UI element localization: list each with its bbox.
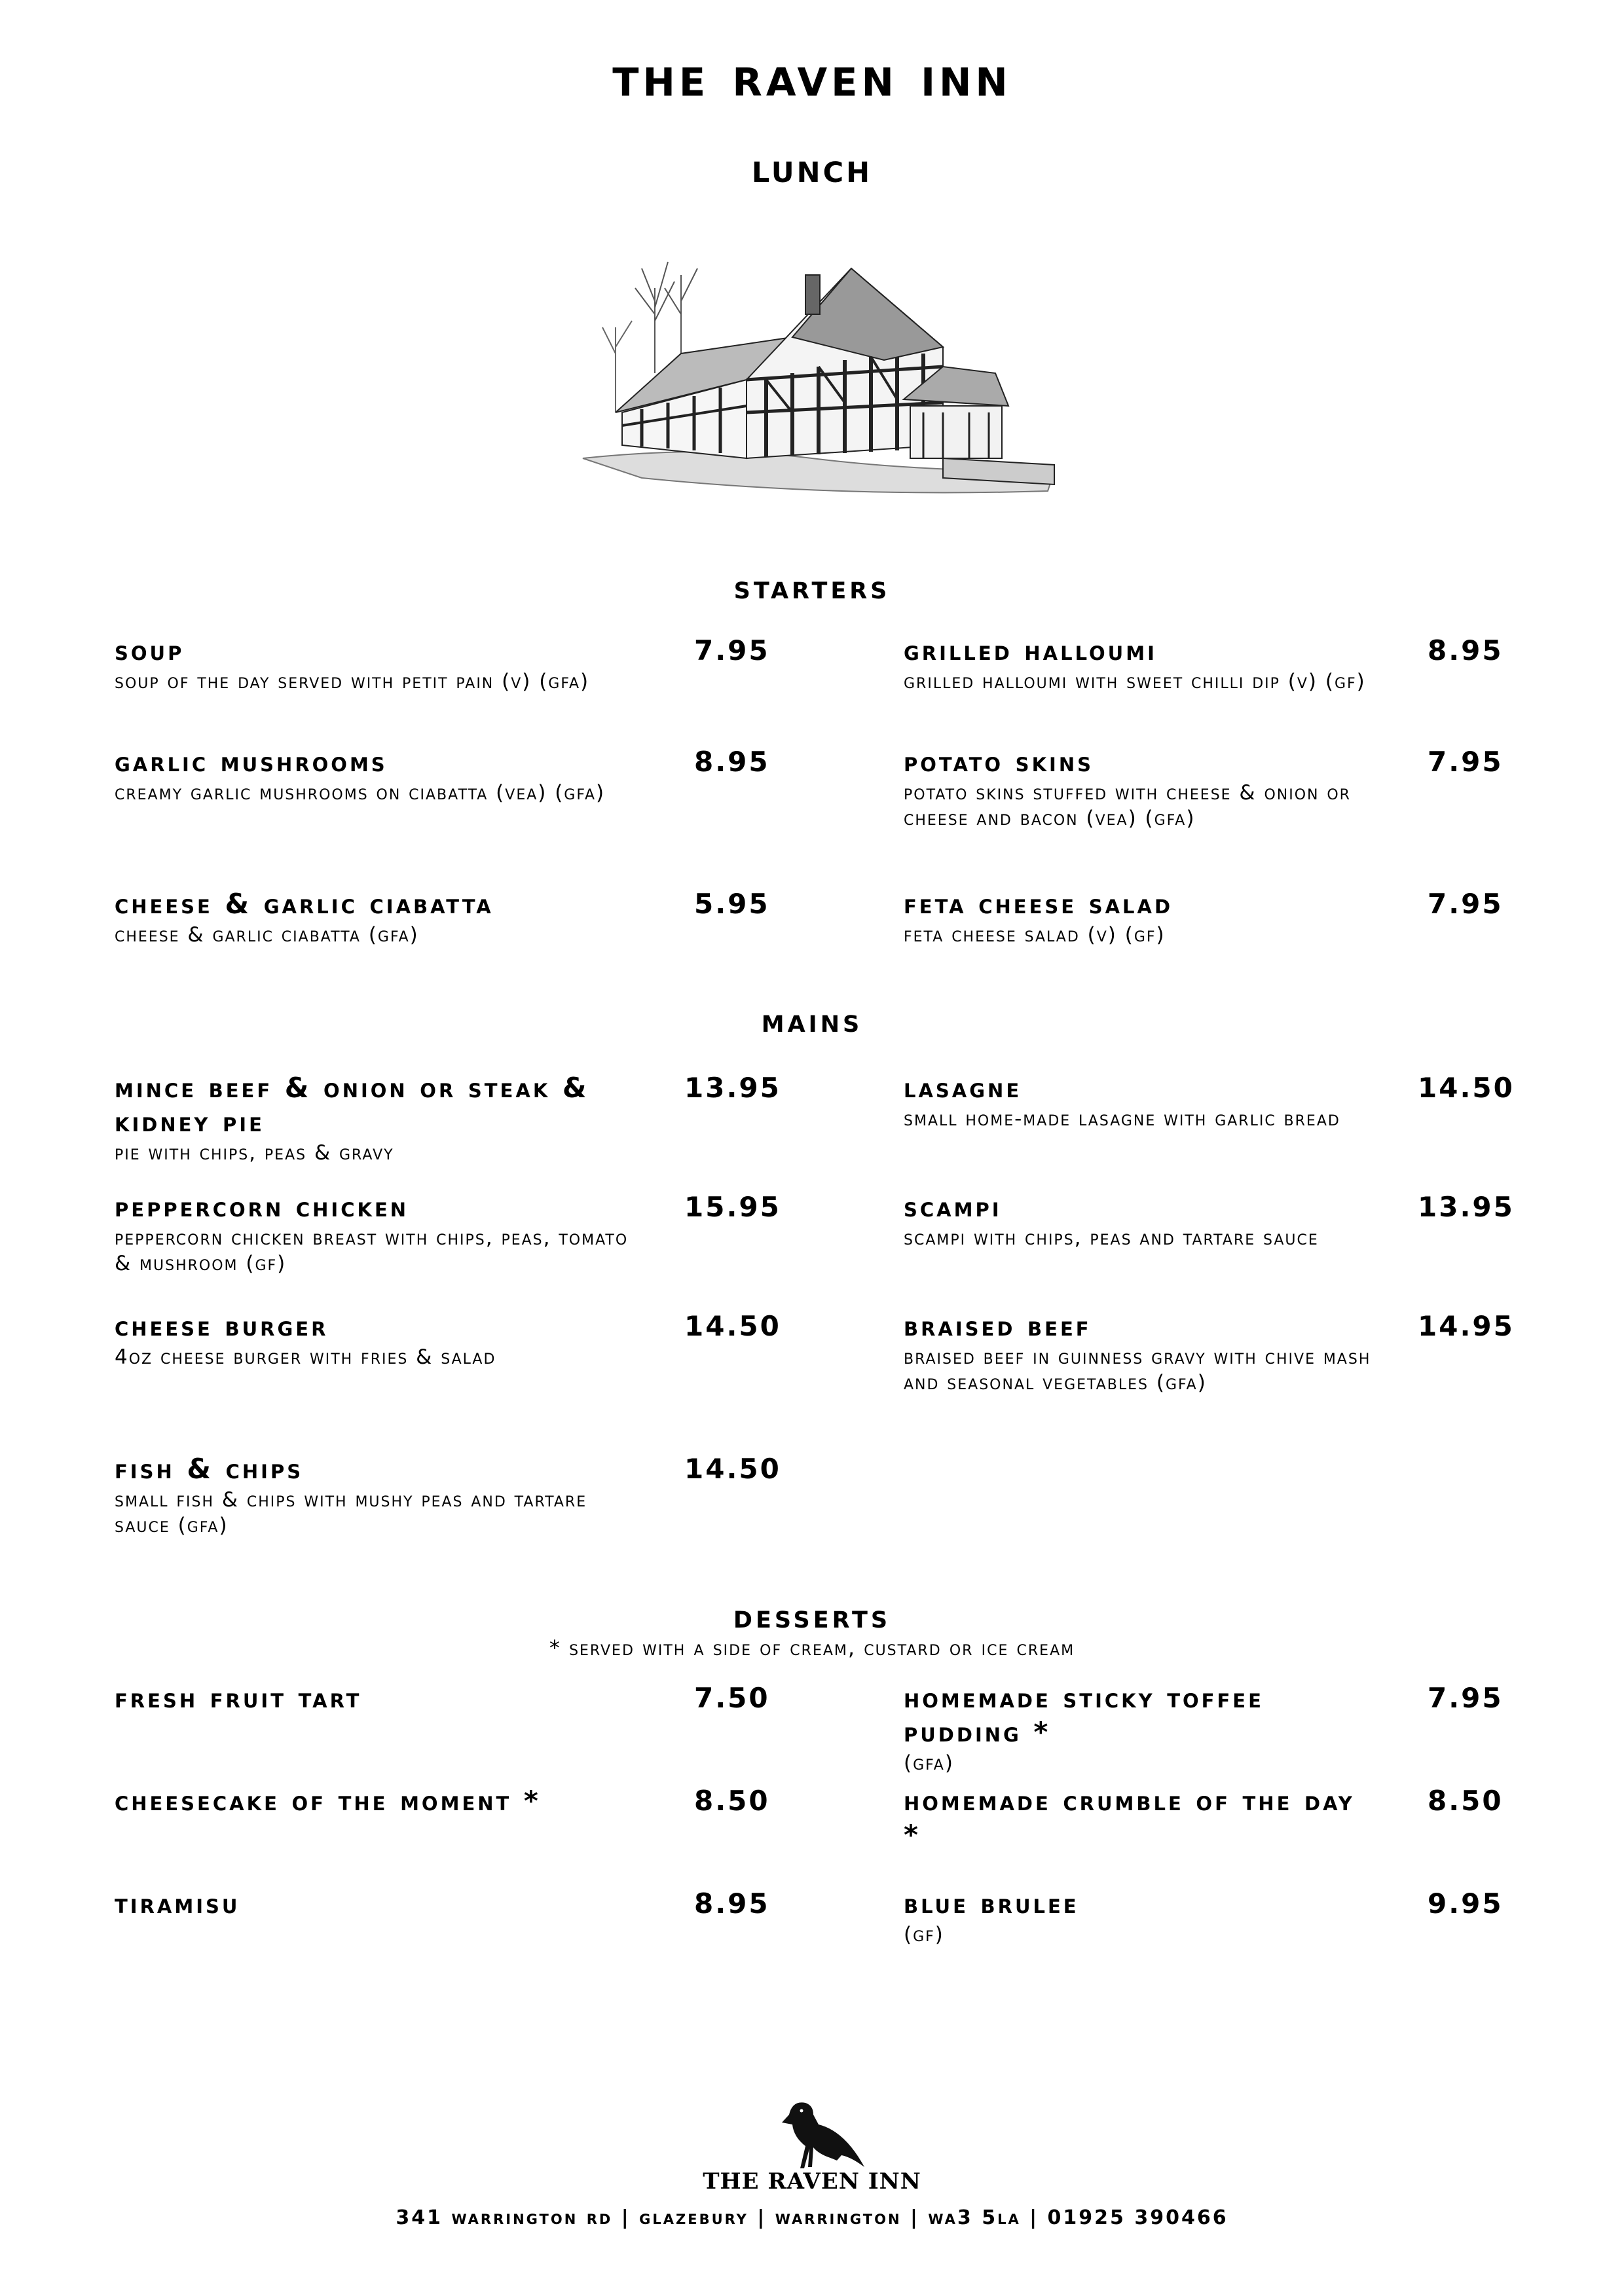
menu-item [904,1071,1349,1132]
item-description: creamy garlic mushrooms on ciabatta (vea) (gfa) [115,781,606,805]
mains-heading: mains [761,1002,863,1040]
item-name: scampi [904,1191,1002,1223]
menu-item [115,1784,652,1818]
item-name: peppercorn chicken [115,1191,409,1223]
item-name: garlic mushrooms [115,746,388,778]
menu-item [904,1190,1375,1251]
item-price: 5.95 [694,888,770,920]
item-description: 4oz cheese burger with fries & salad [115,1345,496,1369]
item-price: 7.95 [1428,1682,1504,1714]
item-description: soup of the day served with petit pain (v) (gfa) [115,670,590,693]
item-name: braised beef [904,1310,1092,1342]
menu-item [115,887,652,948]
item-price: 7.50 [694,1682,770,1714]
item-name: blue brulee [904,1887,1079,1920]
desserts-heading: desserts [733,1597,891,1635]
menu-item [115,1452,638,1539]
menu-item [904,634,1375,695]
item-name: cheesecake of the moment * [115,1785,541,1817]
item-name: fresh fruit tart [115,1682,362,1714]
item-description: peppercorn chicken breast with chips, peas, tomato & mushroom (gf) [115,1226,629,1275]
item-name: tiramisu [115,1887,240,1920]
item-description: scampi with chips, peas and tartare sauce [904,1226,1319,1250]
building-illustration [576,249,1061,511]
item-description: potato skins stuffed with cheese & onion or cheese and bacon (vea) (gfa) [904,781,1351,830]
item-price: 15.95 [684,1191,781,1223]
page-title: the raven inn [612,45,1012,109]
item-description: braised beef in guinness gravy with chive mash and seasonal vegetables (gfa) [904,1345,1371,1394]
item-price: 14.95 [1418,1310,1515,1342]
item-price: 13.95 [684,1072,781,1104]
menu-item [115,1190,638,1277]
item-price: 7.95 [1428,746,1504,778]
raven-logo-icon [753,2095,871,2174]
menu-item [904,1309,1388,1396]
item-description: small home-made lasagne with garlic bread [904,1107,1340,1131]
item-price: 14.50 [684,1310,781,1342]
item-price: 7.95 [1428,888,1504,920]
item-price: 7.95 [694,634,770,666]
item-name: grilled halloumi [904,634,1157,666]
item-description: (gfa) [904,1751,954,1775]
menu-item [904,887,1375,948]
item-description: small fish & chips with mushy peas and tartare sauce (gfa) [115,1488,587,1537]
menu-item [115,1887,652,1921]
menu-item [904,1681,1375,1776]
item-price: 8.95 [694,746,770,778]
menu-item [904,1887,1375,1948]
item-price: 13.95 [1418,1191,1515,1223]
item-price: 8.95 [694,1887,770,1920]
menu-item [115,1071,638,1166]
item-name: cheese & garlic ciabatta [115,888,494,920]
menu-item [115,745,652,806]
item-description: pie with chips, peas & gravy [115,1141,394,1165]
menu-item [115,634,652,695]
item-price: 9.95 [1428,1887,1504,1920]
menu-subtitle: lunch [751,144,873,192]
starters-heading: starters [733,568,891,606]
item-description: feta cheese salad (v) (gf) [904,923,1166,947]
item-name: homemade sticky toffee pudding * [904,1682,1264,1748]
item-name: soup [115,634,185,666]
item-description: (gf) [904,1923,944,1946]
item-description: cheese & garlic ciabatta (gfa) [115,923,419,947]
item-price: 14.50 [1418,1072,1515,1104]
item-name: potato skins [904,746,1094,778]
menu-item [115,1309,638,1370]
menu-item [115,1681,652,1715]
item-name: cheese burger [115,1310,329,1342]
menu-item [904,1784,1375,1852]
item-name: homemade crumble of the day * [904,1785,1355,1851]
footer-brand: THE RAVEN INN [703,2168,921,2195]
item-price: 14.50 [684,1453,781,1485]
item-name: lasagne [904,1072,1022,1104]
item-price: 8.50 [1428,1785,1504,1817]
item-name: feta cheese salad [904,888,1173,920]
menu-item [904,745,1375,831]
item-name: fish & chips [115,1453,304,1485]
item-price: 8.95 [1428,634,1504,666]
item-name: mince beef & onion or steak & kidney pie [115,1072,589,1138]
footer-address: 341 warrington rd | glazebury | warrington | wa3 5la | 01925 390466 [396,2206,1228,2229]
item-price: 8.50 [694,1785,770,1817]
desserts-note: * served with a side of cream, custard or ice cream [549,1635,1075,1660]
item-description: grilled halloumi with sweet chilli dip (v) (gf) [904,670,1366,693]
